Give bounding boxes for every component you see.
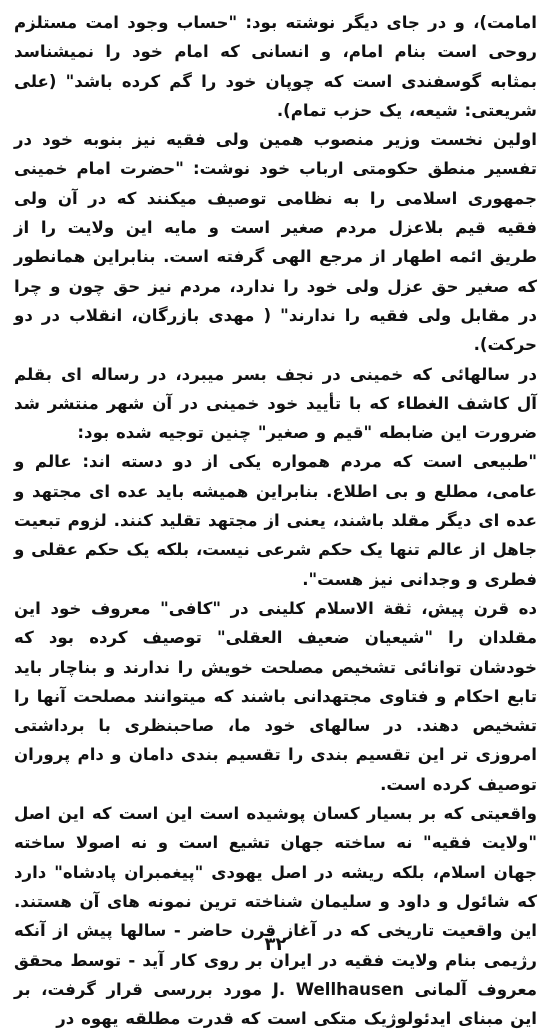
paragraph-4-quote: "طبیعی است که مردم همواره یکی از دو دسته اند: عالم و عامی، مطلع و بی اطلاع. بنابراین همیشه باید عده ای مجتهد و عده ای دیگر مقلد باشند، یعنی از مجتهد تقلید کنند. لزوم تبعیت جاهل از عالم تنها یک حکم شرعی نیست، بلکه یک حکم عقلی و فطری و وجدانی نیز هست". — [14, 452, 537, 589]
paragraph-3: در سالهائی که خمینی در نجف بسر میبرد، در رساله ای بقلم آل کاشف الغطاء که با تأیید خود خمینی در آن شهر منتشر شد ضرورت این ضابطه "قیم و صغیر" چنین توجیه شده بود: — [14, 364, 537, 443]
paragraph-2: اولین نخست وزیر منصوب همین ولی فقیه نیز بنوبه خود در تفسیر منطق حکومتی ارباب خود نوشت: "حضرت امام خمینی جمهوری اسلامی را به نظامی توصیف میکنند که در آن ولی فقیه قیم بلاعزل مردم صغیر است و مایه این ولایت را از طریق ائمه اطهار از مرجع الهی گرفته است. بنابراین همانطور که صغیر حق عزل ولی خود را ندارد، مردم نیز حق چون و چرا در مقابل ولی فقیه را ندارند" ( مهدی بازرگان، انقلاب در دو حرکت). — [14, 130, 537, 355]
paragraph-1: امامت)، و در جای دیگر نوشته بود: "حساب وجود امت مستلزم روحی است بنام امام، و انسانی که امام خود را نمیشناسد بمثابه گوسفندی است که چوپان خود را گم کرده باشد" (علی شریعتی: شیعه، یک حزب تمام). — [14, 13, 537, 120]
paragraph-5: ده قرن پیش، ثقة الاسلام کلینی در "کافی" معروف خود این مقلدان را "شیعیان ضعیف العقلی" توصیف کرده بود که خودشان توانائی تشخیص مصلحت خویش را ندارند و بناچار باید تابع احکام و فتاوی مجتهدانی باشند که میتوانند مصلحت آنها را تشخیص دهند. در سالهای خود ما، صاحبنظری با برداشتی امروزی تر این تقسیم بندی را تقسیم بندی دامان و دام پروران توصیف کرده است. — [14, 598, 537, 794]
page-number: ۳۲ — [264, 934, 287, 955]
paragraph-6: واقعیتی که بر بسیار کسان پوشیده است این است که این اصل "ولایت فقیه" نه ساخته جهان تشیع است و نه اصولا ساخته جهان اسلام، بلکه ریشه در اصل یهودی "پیغمبران پادشاه" دارد که شائول و داود و سلیمان شناخته ترین نمونه های آن هستند. این واقعیت تاریخی که در آغاز قرن حاضر - سالها پیش از آنکه رژیمی بنام ولایت فقیه در ایران بر روی کار آید - توسط محقق معروف آلمانی J. Wellhausen مورد بررسی قرار گرفت، بر این مبنای ایدئولوژیک متکی است که قدرت مطلقه یهوه در — [14, 804, 537, 1029]
